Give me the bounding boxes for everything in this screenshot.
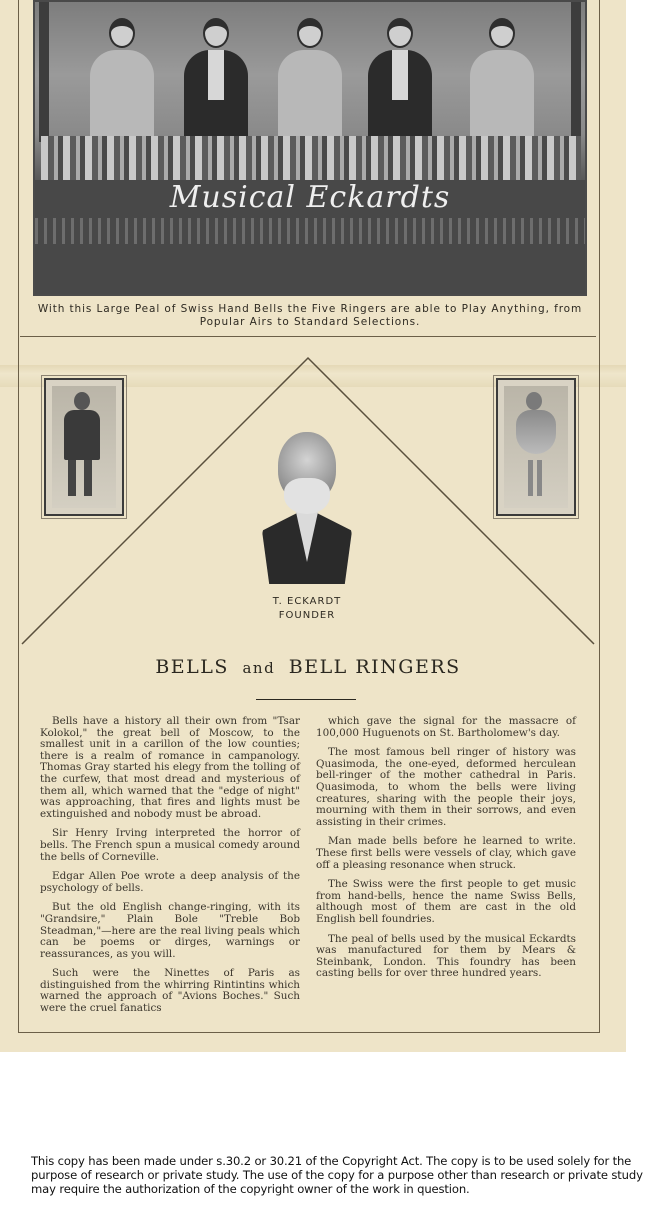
article-paragraph: Bells have a history all their own from "Tsar Kolokol," the great bell of Moscow, to the smallest unit in a carillon of the low counties; there is a realm of romance in campanology. Thomas Gray started his elegy from the tolling of the curfew, that most dread and mysterious of them all, which warned that the "edge of night" was approaching, that fires and lights must be extinguished and nobody must be abroad. bbox=[40, 715, 300, 820]
article-paragraph: The most famous bell ringer of history was Quasimoda, the one-eyed, deformed herculean bell-ringer of the mother cathedral in Paris. Quasimoda, to whom the bells were living creatures, sharing with the people their joys, mourning with them in their sorrows, and even assisting in their crimes. bbox=[316, 746, 576, 828]
article-paragraph: Such were the Ninettes of Paris as distinguished from the whirring Rintintins which warned the approach of "Avions Boches." Such were the cruel fanatics bbox=[40, 967, 300, 1015]
group-photo bbox=[33, 0, 587, 296]
article-column-right bbox=[316, 716, 576, 988]
photo-title-script: Musical Eckardts bbox=[169, 180, 451, 215]
article-paragraph: The Swiss were the first people to get music from hand-bells, hence the name Swiss Bells, although most of them are cast in the old English bell foundries. bbox=[316, 878, 576, 925]
article-paragraph: Sir Henry Irving interpreted the horror of bells. The French spun a musical comedy around the bells of Corneville. bbox=[40, 827, 300, 863]
ringer-figure bbox=[275, 18, 345, 148]
article-paragraph: which gave the signal for the massacre of 100,000 Huguenots on St. Bartholomew's day. bbox=[316, 715, 576, 739]
article-title-word-bell-ringers: BELL RINGERS bbox=[288, 656, 461, 678]
stage-pillar bbox=[39, 2, 49, 142]
article-title bbox=[120, 656, 496, 678]
ringer-figure bbox=[181, 18, 251, 148]
photo-bell-ringer-with-chair bbox=[44, 378, 124, 516]
section-divider bbox=[20, 336, 596, 337]
founder-name: T. ECKARDT bbox=[272, 596, 342, 607]
article-paragraph: The peal of bells used by the musical Eckardts was manufactured for them by Mears & Steinbank, London. This foundry has been casting bells for over three hundred years. bbox=[316, 932, 576, 980]
article-title-word-bells: BELLS bbox=[155, 656, 229, 678]
title-underline bbox=[256, 699, 356, 700]
copyright-notice: This copy has been made under s.30.2 or 30.21 of the Copyright Act. The copy is to be used solely for the purpose of research or private study. The use of the copy for a purpose other than research or private study may require the authorization of the copyright owner of the work in question. bbox=[31, 1154, 643, 1196]
ringer-figure bbox=[467, 18, 537, 148]
ringer-figure bbox=[365, 18, 435, 148]
founder-role: FOUNDER bbox=[278, 610, 336, 621]
founder-portrait bbox=[262, 432, 352, 582]
article-paragraph: Edgar Allen Poe wrote a deep analysis of the psychology of bells. bbox=[40, 870, 300, 894]
article-column-left bbox=[40, 716, 300, 1023]
stage-pillar bbox=[571, 2, 581, 142]
photo-dancer-girl bbox=[496, 378, 576, 516]
founder-caption bbox=[232, 595, 382, 623]
ringer-figure bbox=[87, 18, 157, 148]
hand-bells-row bbox=[41, 136, 581, 180]
article-paragraph: But the old English change-ringing, with its "Grandsire," Plain Bole "Treble Bob Steadman,"—here are the real living peals which can be poems or dirges, warnings or reassurances, as you will. bbox=[40, 901, 300, 960]
photo-caption: With this Large Peal of Swiss Hand Bells the Five Ringers are able to Play Anything, from Popular Airs to Standard Selections. bbox=[37, 303, 583, 328]
table-fringe bbox=[35, 218, 585, 244]
article-paragraph: Man made bells before he learned to write. These first bells were vessels of clay, which gave off a pleasing resonance when struck. bbox=[316, 835, 576, 871]
article-title-word-and: and bbox=[242, 659, 276, 677]
